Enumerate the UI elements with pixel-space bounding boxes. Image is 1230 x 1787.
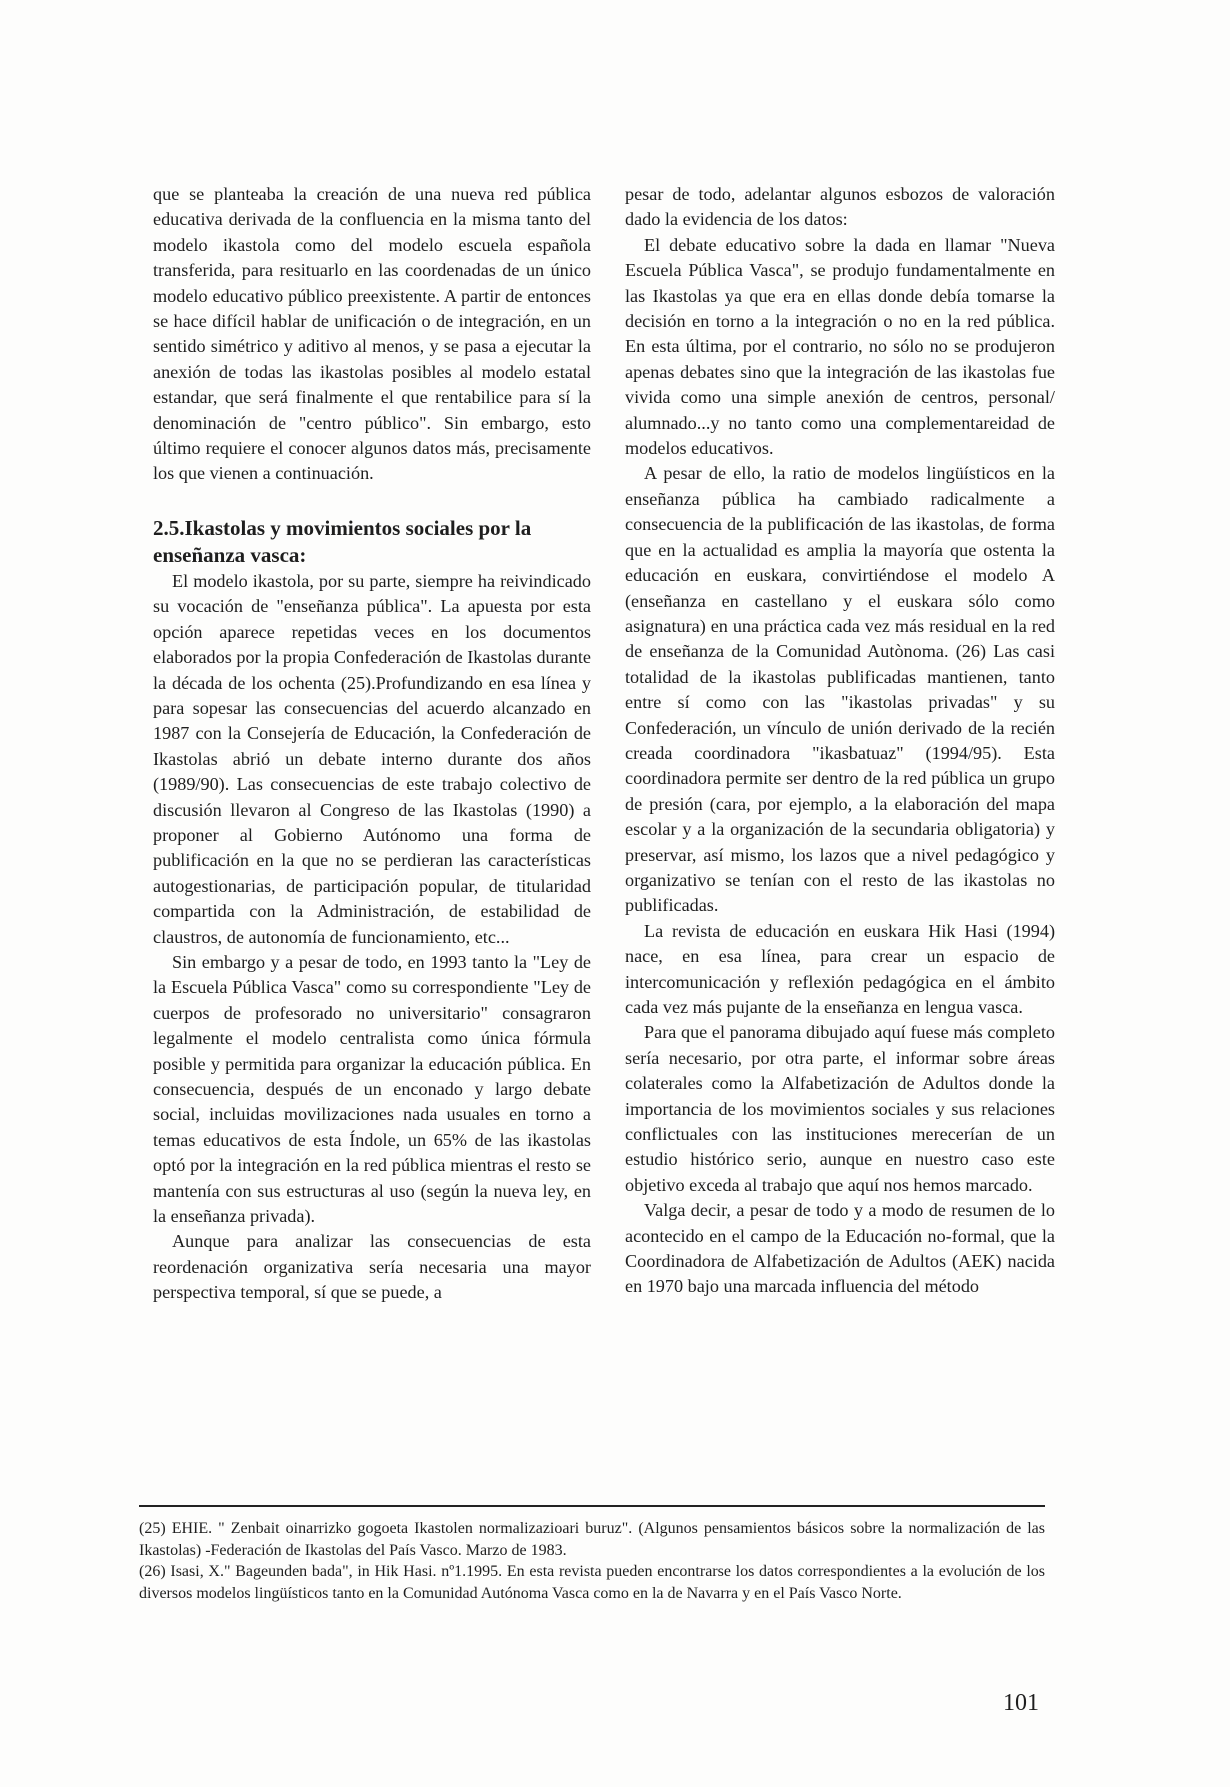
right-paragraph-3: A pesar de ello, la ratio de modelos lingüísticos en la enseñanza pública ha cambiado radicalmente a consecuencia de la publificación de las ikastolas, de forma que en la actualidad es amplia la mayoría que ostenta la educación en euskara, convirtiéndose el modelo A (enseñanza en castellano y el euskara sólo como asignatura) en una práctica cada vez más residual en la red de enseñanza de la Comunidad Autònoma. (26) Las casi totalidad de la ikastolas publificadas mantienen, tanto entre sí como con las "ikastolas privadas" y su Confederación, un vínculo de unión derivado de la recién creada coordinadora "ikasbatuaz" (1994/95). Esta coordinadora permite ser dentro de la red pública un grupo de presión (cara, por ejemplo, a la elaboración del mapa escolar y a la organización de la secundaria obligatoria) y preservar, así mismo, los lazos que a nivel pedagógico y organizativo se tenían con el resto de las ikastolas no publificadas. (625, 463, 1055, 916)
footnote-divider (139, 1505, 1045, 1507)
right-paragraph-5: Para que el panorama dibujado aquí fuese más completo sería necesario, por otra parte, el informar sobre áreas colaterales como la Alfabetización de Adultos donde la importancia de los movimientos sociales y sus relaciones conflictuales con las instituciones merecerían de un estudio histórico serio, aunque en nuestro caso este objetivo exceda al trabajo que aquí nos hemos marcado. (625, 1022, 1055, 1195)
right-paragraph-6: Valga decir, a pesar de todo y a modo de resumen de lo acontecido en el campo de la Educación no-formal, que la Coordinadora de Alfabetización de Adultos (AEK) nacida en 1970 bajo una marcada influencia del método (625, 1200, 1055, 1297)
footnote-26: (26) Isasi, X." Bageunden bada", in Hik Hasi. nº1.1995. En esta revista pueden encontrarse los datos correspondientes a la evolución de los diversos modelos lingüísticos tanto en la Comunidad Autónoma Vasca como en la de Navarra y en el País Vasco Norte. (139, 1563, 1045, 1602)
left-paragraph-4: Aunque para analizar las consecuencias de esta reordenación organizativa sería necesaria una mayor perspectiva temporal, sí que se puede, a (153, 1231, 591, 1303)
right-paragraph-1: pesar de todo, adelantar algunos esbozos de valoración dado la evidencia de los datos: (625, 184, 1055, 230)
right-paragraph-2: El debate educativo sobre la dada en llamar "Nueva Escuela Pública Vasca", se produjo fundamentalmente en las Ikastolas ya que era en ellas donde debía tomarse la decisión en torno a la integración o no en la red pública. En esta última, por el contrario, no sólo no se produjeron apenas debates sino que la integración de las ikastolas fue vivida como una simple anexión de centros, personal/ alumnado...y no tanto como una complementareidad de modelos educativos. (625, 234, 1055, 459)
right-column (625, 182, 1055, 1300)
section-heading: 2.5.Ikastolas y movimientos sociales por la enseñanza vasca: (153, 515, 532, 567)
page-number: 101 (1003, 1690, 1039, 1716)
footnotes (139, 1518, 1045, 1604)
left-column (153, 182, 591, 1306)
left-paragraph-3: Sin embargo y a pesar de todo, en 1993 tanto la "Ley de la Escuela Pública Vasca" como su correspondiente "Ley de cuerpos de profesorado no universitario" consagraron legalmente el modelo centralista como única fórmula posible y permitida para organizar la educación pública. En consecuencia, después de un enconado y largo debate social, incluidas movilizaciones nada usuales en torno a temas educativos de esta Índole, un 65% de las ikastolas optó por la integración en la red pública mientras el resto se mantenía con sus estructuras al uso (según la nueva ley, en la enseñanza privada). (153, 951, 591, 1227)
left-paragraph-2: El modelo ikastola, por su parte, siempre ha reivindicado su vocación de "enseñanza pública". La apuesta por esta opción aparece repetidas veces en los documentos elaborados por la propia Confederación de Ikastolas durante la década de los ochenta (25).Profundizando en esa línea y para sopesar las consecuencias del acuerdo alcanzado en 1987 con la Consejería de Educación, la Confederación de Ikastolas abrió un debate interno durante dos años (1989/90). Las consecuencias de este trabajo colectivo de discusión llevaron al Congreso de las Ikastolas (1990) a proponer al Gobierno Autónomo una forma de publificación en la que no se perdieran las características autogestionarias, de participación popular, de titularidad compartida con la Administración, de estabilidad de claustros, de autonomía de funcionamiento, etc... (153, 570, 591, 947)
right-paragraph-4: La revista de educación en euskara Hik Hasi (1994) nace, en esa línea, para crear un espacio de intercomunicación y reflexión pedagógica en el ámbito cada vez más pujante de la enseñanza en lengua vasca. (625, 920, 1055, 1017)
left-paragraph-1: que se planteaba la creación de una nueva red pública educativa derivada de la confluencia en la misma tanto del modelo ikastola como del modelo escuela española transferida, para resituarlo en las coordenadas de un único modelo educativo público preexistente. A partir de entonces se hace difícil hablar de unificación o de integración, en un sentido simétrico y aditivo al menos, y se pasa a ejecutar la anexión de todas las ikastolas posibles al modelo estatal estandar, que será finalmente el que rentabilice para sí la denominación de "centro público". Sin embargo, esto último requiere el conocer algunos datos más, precisamente los que vienen a continuación. (153, 184, 591, 484)
footnote-25: (25) EHIE. " Zenbait oinarrizko gogoeta Ikastolen normalizazioari buruz". (Algunos pensamientos básicos sobre la normalización de las Ikastolas) -Federación de Ikastolas del País Vasco. Marzo de 1983. (139, 1520, 1045, 1559)
